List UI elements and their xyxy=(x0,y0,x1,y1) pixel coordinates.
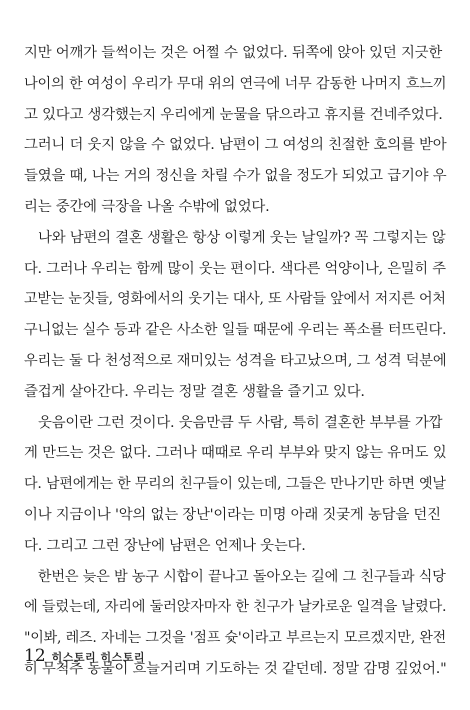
text-line: 나이의 한 여성이 우리가 무대 위의 연극에 너무 감동한 나머지 흐느끼 xyxy=(24,75,447,92)
page-number: 12 xyxy=(24,646,46,666)
text-line: 게 만드는 것은 없다. 그러나 때때로 우리 부부와 맞지 않는 유머도 있 xyxy=(24,445,447,462)
running-title: 히스토리 히스토리 xyxy=(51,651,145,664)
text-line: 고 있다고 생각했는지 우리에게 눈물을 닦으라고 휴지를 건네주었다. xyxy=(24,106,443,123)
page-footer xyxy=(24,646,145,666)
text-line: 나와 남편의 결혼 생활은 항상 이렇게 웃는 날일까? 꼭 그렇지는 않 xyxy=(38,229,446,246)
text-line: 다. 남편에게는 한 무리의 친구들이 있는데, 그들은 만나기만 하면 옛날 xyxy=(24,476,446,493)
text-line: 고받는 눈짓들, 영화에서의 웃기는 대사, 또 사람들 앞에서 저지른 어처 xyxy=(24,291,446,308)
text-line: 다. 그리고 그런 장난에 남편은 언제나 웃는다. xyxy=(24,537,306,554)
body-text xyxy=(24,38,446,685)
text-line: 이나 지금이나 '악의 없는 장난'이라는 미명 아래 짓궂게 농담을 던진 xyxy=(24,506,441,523)
text-line: 히 무척추 동물이 흐늘거리며 기도하는 것 같던데. 정말 감명 깊었어." xyxy=(24,660,447,677)
text-line: 지만 어깨가 들썩이는 것은 어쩔 수 없었다. 뒤쪽에 앉아 있던 지긋한 xyxy=(24,45,443,61)
text-line: 우리는 둘 다 천성적으로 재미있는 성격을 타고났으며, 그 성격 덕분에 xyxy=(24,352,447,369)
text-line: 웃음이란 그런 것이다. 웃음만큼 두 사람, 특히 결혼한 부부를 가깝 xyxy=(38,414,443,431)
text-line: 구니없는 실수 등과 같은 사소한 일들 때문에 우리는 폭소를 터뜨린다. xyxy=(24,322,447,339)
paragraph-2 xyxy=(24,223,446,408)
text-line: 한번은 늦은 밤 농구 시합이 끝나고 돌아오는 길에 그 친구들과 식당 xyxy=(37,568,446,585)
paragraph-1 xyxy=(24,38,446,223)
paragraph-4 xyxy=(24,562,446,685)
text-line: 다. 그러나 우리는 함께 많이 웃는 편이다. 색다른 억양이나, 은밀히 주 xyxy=(24,260,446,277)
text-line: 들였을 때, 나는 거의 정신을 차릴 수가 없을 정도가 되었고 급기야 우 xyxy=(24,168,447,185)
text-line: "이봐, 레즈. 자네는 그것을 '점프 슛'이라고 부르는지 모르겠지만, 완전 xyxy=(24,630,447,647)
text-line: 그러니 더 웃지 않을 수 없었다. 남편이 그 여성의 친절한 호의를 받아 xyxy=(24,137,447,154)
text-line: 리는 중간에 극장을 나올 수밖에 없었다. xyxy=(24,198,270,215)
paragraph-3 xyxy=(24,408,446,562)
text-line: 즐겁게 살아간다. 우리는 정말 결혼 생활을 즐기고 있다. xyxy=(24,383,365,400)
text-line: 에 들렀는데, 자리에 둘러앉자마자 한 친구가 날카로운 일격을 날렸다. xyxy=(24,599,447,616)
